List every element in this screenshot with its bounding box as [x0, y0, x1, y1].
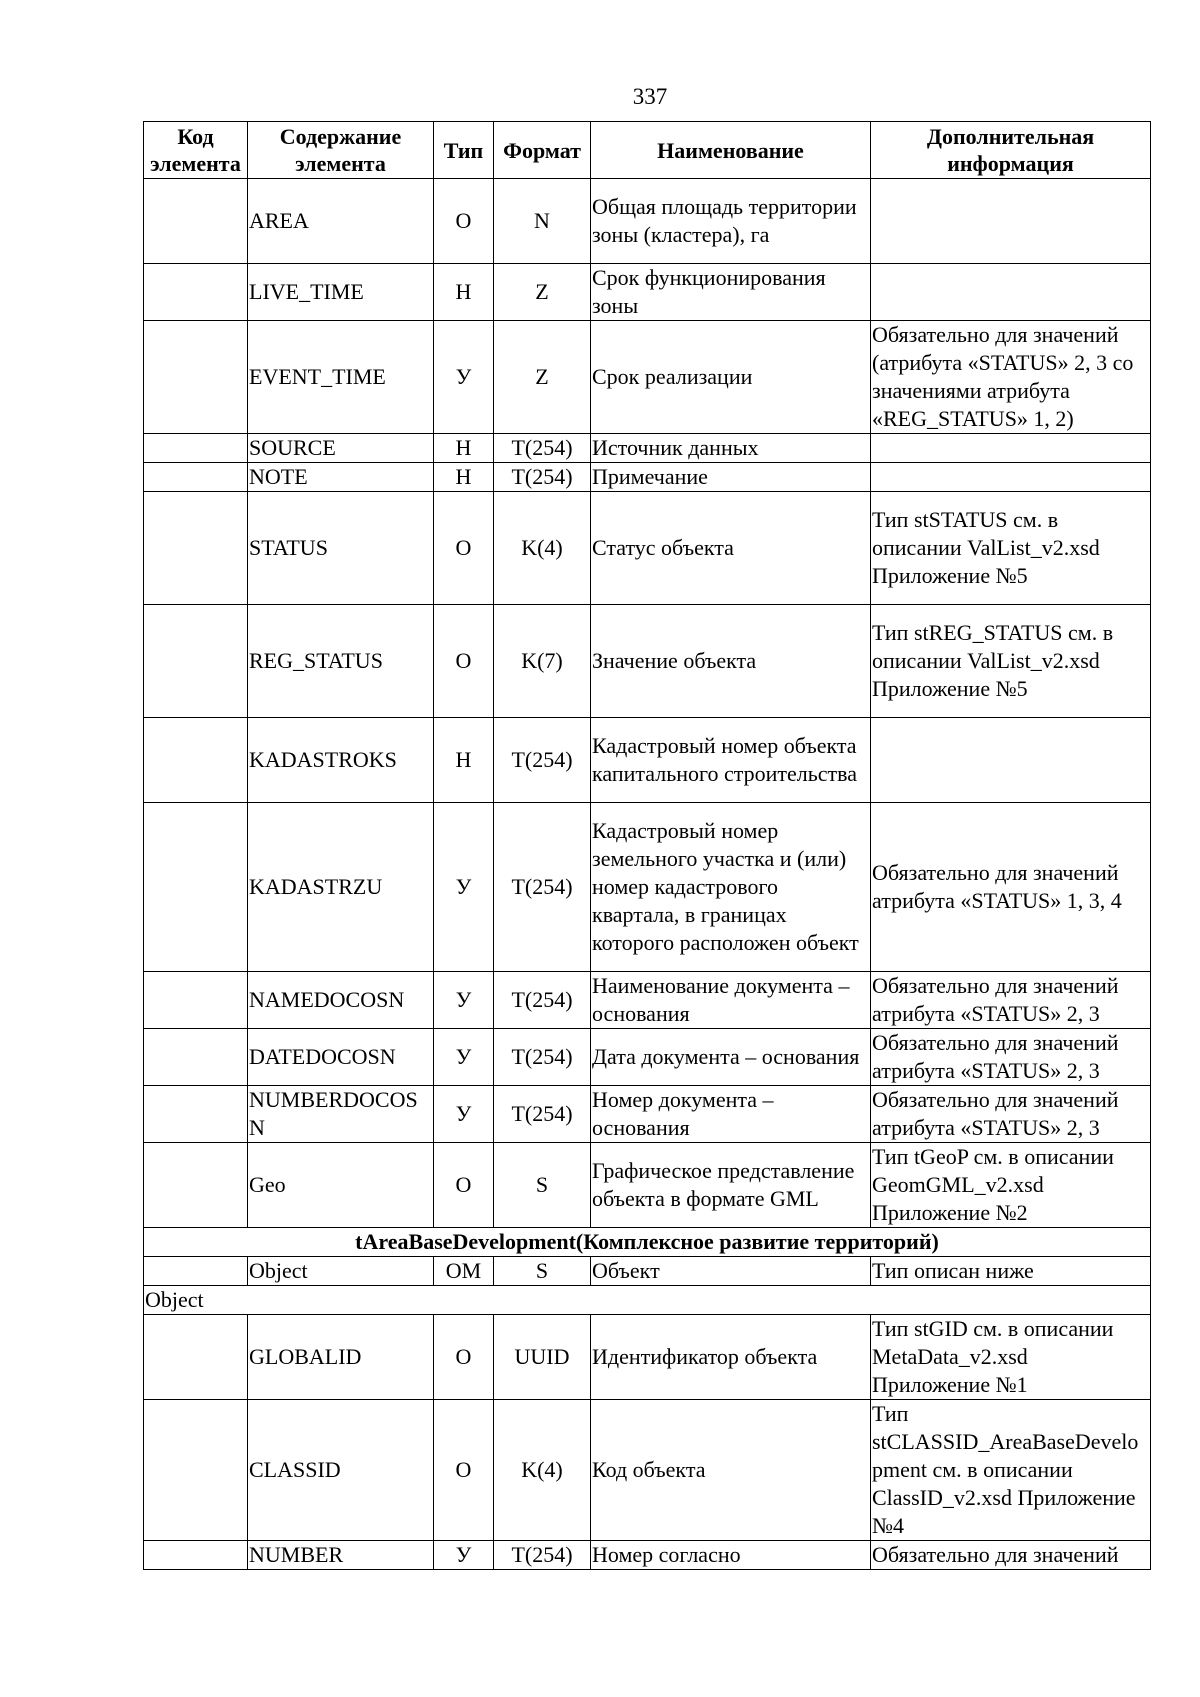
- cell-type: У: [434, 972, 494, 1029]
- cell-name: Номер документа – основания: [591, 1086, 871, 1143]
- cell-name: Номер согласно: [591, 1541, 871, 1570]
- header-info: Дополнительная информация: [871, 122, 1151, 179]
- cell-type: У: [434, 1541, 494, 1570]
- table-row: [144, 321, 1151, 434]
- table-row: [144, 1315, 1151, 1400]
- cell-format: S: [494, 1257, 591, 1286]
- table-row: [144, 605, 1151, 718]
- cell-code: [144, 434, 248, 463]
- cell-element: KADASTRZU: [248, 803, 434, 972]
- table-row: [144, 1029, 1151, 1086]
- table-row: [144, 1400, 1151, 1541]
- cell-type: У: [434, 321, 494, 434]
- cell-name: Общая площадь территории зоны (кластера), га: [591, 179, 871, 264]
- table-row: [144, 1143, 1151, 1228]
- cell-type: О: [434, 179, 494, 264]
- cell-info: Тип tGeoP см. в описании GeomGML_v2.xsd Приложение №2: [871, 1143, 1151, 1228]
- cell-element: EVENT_TIME: [248, 321, 434, 434]
- cell-type: ОМ: [434, 1257, 494, 1286]
- object-label-row: [144, 1286, 1151, 1315]
- cell-type: О: [434, 1400, 494, 1541]
- cell-element: AREA: [248, 179, 434, 264]
- cell-type: О: [434, 1143, 494, 1228]
- table-row: [144, 1541, 1151, 1570]
- cell-format: Z: [494, 264, 591, 321]
- object-label: Object: [144, 1286, 1151, 1315]
- cell-format: UUID: [494, 1315, 591, 1400]
- cell-name: Кадастровый номер земельного участка и (или) номер кадастрового квартала, в границах которого расположен объект: [591, 803, 871, 972]
- cell-format: T(254): [494, 718, 591, 803]
- cell-format: K(7): [494, 605, 591, 718]
- cell-format: Z: [494, 321, 591, 434]
- cell-format: T(254): [494, 434, 591, 463]
- header-code: Код элемента: [144, 122, 248, 179]
- cell-info: [871, 179, 1151, 264]
- cell-format: T(254): [494, 972, 591, 1029]
- table-row: [144, 179, 1151, 264]
- table-row: [144, 434, 1151, 463]
- cell-type: Н: [434, 718, 494, 803]
- cell-code: [144, 463, 248, 492]
- cell-name: Источник данных: [591, 434, 871, 463]
- cell-info: [871, 463, 1151, 492]
- table-row: [144, 972, 1151, 1029]
- cell-format: T(254): [494, 803, 591, 972]
- cell-info: Тип описан ниже: [871, 1257, 1151, 1286]
- cell-code: [144, 1029, 248, 1086]
- cell-format: T(254): [494, 463, 591, 492]
- cell-type: Н: [434, 434, 494, 463]
- cell-element: GLOBALID: [248, 1315, 434, 1400]
- page-number: 337: [632, 84, 668, 109]
- cell-type: О: [434, 605, 494, 718]
- cell-name: Код объекта: [591, 1400, 871, 1541]
- header-element: Содержание элемента: [248, 122, 434, 179]
- cell-format: T(254): [494, 1029, 591, 1086]
- cell-name: Идентификатор объекта: [591, 1315, 871, 1400]
- table-header-row: [144, 122, 1151, 179]
- table-row: [144, 492, 1151, 605]
- cell-name: Статус объекта: [591, 492, 871, 605]
- cell-info: Тип stREG_STATUS см. в описании ValList_v2.xsd Приложение №5: [871, 605, 1151, 718]
- cell-format: S: [494, 1143, 591, 1228]
- cell-info: Обязательно для значений атрибута «STATUS» 2, 3: [871, 1029, 1151, 1086]
- cell-info: Обязательно для значений атрибута «STATUS» 2, 3: [871, 972, 1151, 1029]
- cell-name: Значение объекта: [591, 605, 871, 718]
- cell-info: [871, 718, 1151, 803]
- header-format: Формат: [494, 122, 591, 179]
- cell-info: Обязательно для значений (атрибута «STATUS» 2, 3 со значениями атрибута «REG_STATUS» 1, 2): [871, 321, 1151, 434]
- cell-code: [144, 803, 248, 972]
- cell-format: N: [494, 179, 591, 264]
- cell-name: Объект: [591, 1257, 871, 1286]
- cell-info: Тип stGID см. в описании MetaData_v2.xsd Приложение №1: [871, 1315, 1151, 1400]
- header-name: Наименование: [591, 122, 871, 179]
- table-row: [144, 803, 1151, 972]
- cell-name: Срок функционирования зоны: [591, 264, 871, 321]
- cell-format: T(254): [494, 1541, 591, 1570]
- cell-name: Примечание: [591, 463, 871, 492]
- cell-code: [144, 605, 248, 718]
- cell-type: У: [434, 1086, 494, 1143]
- cell-info: Обязательно для значений атрибута «STATUS» 2, 3: [871, 1086, 1151, 1143]
- cell-code: [144, 718, 248, 803]
- cell-info: Обязательно для значений атрибута «STATUS» 1, 3, 4: [871, 803, 1151, 972]
- cell-element: NUMBERDOCOSN: [248, 1086, 434, 1143]
- cell-type: У: [434, 1029, 494, 1086]
- cell-info: [871, 434, 1151, 463]
- table-row: [144, 1257, 1151, 1286]
- cell-code: [144, 972, 248, 1029]
- cell-name: Графическое представление объекта в формате GML: [591, 1143, 871, 1228]
- cell-element: CLASSID: [248, 1400, 434, 1541]
- cell-code: [144, 1315, 248, 1400]
- cell-format: T(254): [494, 1086, 591, 1143]
- cell-code: [144, 492, 248, 605]
- cell-format: K(4): [494, 492, 591, 605]
- cell-name: Кадастровый номер объекта капитального строительства: [591, 718, 871, 803]
- section-title-row: [144, 1228, 1151, 1257]
- cell-type: Н: [434, 463, 494, 492]
- cell-element: STATUS: [248, 492, 434, 605]
- cell-type: У: [434, 803, 494, 972]
- cell-info: [871, 264, 1151, 321]
- cell-element: Geo: [248, 1143, 434, 1228]
- cell-element: DATEDOCOSN: [248, 1029, 434, 1086]
- cell-code: [144, 179, 248, 264]
- cell-element: NUMBER: [248, 1541, 434, 1570]
- cell-name: Срок реализации: [591, 321, 871, 434]
- cell-type: О: [434, 1315, 494, 1400]
- cell-code: [144, 1086, 248, 1143]
- section-title: tAreaBaseDevelopment(Комплексное развитие территорий): [144, 1228, 1151, 1257]
- cell-element: KADASTROKS: [248, 718, 434, 803]
- cell-info: Тип stCLASSID_AreaBaseDevelopment см. в описании ClassID_v2.xsd Приложение №4: [871, 1400, 1151, 1541]
- cell-type: Н: [434, 264, 494, 321]
- cell-code: [144, 1257, 248, 1286]
- specification-table: [143, 121, 1151, 1570]
- cell-name: Дата документа – основания: [591, 1029, 871, 1086]
- cell-name: Наименование документа – основания: [591, 972, 871, 1029]
- cell-code: [144, 321, 248, 434]
- table-row: [144, 718, 1151, 803]
- cell-element: SOURCE: [248, 434, 434, 463]
- cell-code: [144, 1541, 248, 1570]
- cell-type: О: [434, 492, 494, 605]
- cell-code: [144, 264, 248, 321]
- cell-element: NOTE: [248, 463, 434, 492]
- cell-format: K(4): [494, 1400, 591, 1541]
- cell-code: [144, 1400, 248, 1541]
- cell-info: Обязательно для значений: [871, 1541, 1151, 1570]
- cell-element: NAMEDOCOSN: [248, 972, 434, 1029]
- table-row: [144, 264, 1151, 321]
- cell-info: Тип stSTATUS см. в описании ValList_v2.xsd Приложение №5: [871, 492, 1151, 605]
- cell-element: LIVE_TIME: [248, 264, 434, 321]
- cell-element: REG_STATUS: [248, 605, 434, 718]
- header-type: Тип: [434, 122, 494, 179]
- table-row: [144, 1086, 1151, 1143]
- cell-code: [144, 1143, 248, 1228]
- cell-element: Object: [248, 1257, 434, 1286]
- table-row: [144, 463, 1151, 492]
